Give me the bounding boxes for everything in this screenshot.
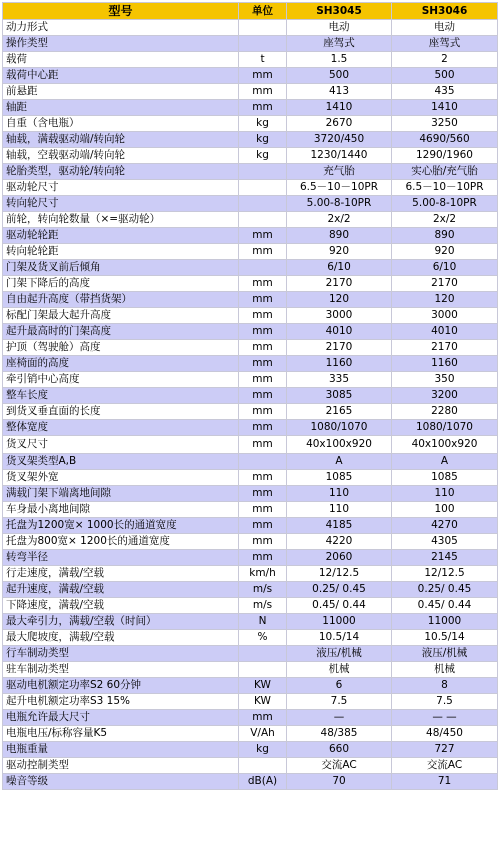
row-value-sh3045: 充气胎 [287,164,392,180]
row-unit: mm [239,518,287,534]
row-value-sh3045: 500 [287,68,392,84]
table-row [3,582,498,598]
row-value-sh3045: 机械 [287,662,392,678]
row-value-sh3045: 6.5－10－10PR [287,180,392,196]
row-value-sh3046: 500 [392,68,498,84]
row-value-sh3046: 0.45/ 0.44 [392,598,498,614]
row-label: 行走速度，满载/空载 [3,566,239,582]
row-unit: mm [239,436,287,454]
row-value-sh3046: 40x100x920 [392,436,498,454]
row-unit [239,646,287,662]
table-row [3,260,498,276]
row-label: 最大爬坡度，满载/空载 [3,630,239,646]
row-value-sh3046: 6.5－10－10PR [392,180,498,196]
table-row [3,774,498,790]
row-label: 轴载，满载驱动端/转向轮 [3,132,239,148]
row-value-sh3045: 4185 [287,518,392,534]
row-value-sh3046: 110 [392,486,498,502]
row-unit: KW [239,678,287,694]
row-label: 牵引销中心高度 [3,372,239,388]
table-row [3,84,498,100]
row-value-sh3045: 4010 [287,324,392,340]
row-label: 到货叉垂直面的长度 [3,404,239,420]
spec-table [2,2,498,790]
table-row [3,164,498,180]
row-unit: kg [239,132,287,148]
row-label: 转向轮轮距 [3,244,239,260]
row-unit: mm [239,340,287,356]
row-value-sh3046: 2145 [392,550,498,566]
row-value-sh3046: 1080/1070 [392,420,498,436]
spec-table-container [2,2,498,790]
row-label: 驱动控制类型 [3,758,239,774]
row-unit: mm [239,420,287,436]
row-value-sh3045: 1230/1440 [287,148,392,164]
row-label: 货叉尺寸 [3,436,239,454]
row-value-sh3045: A [287,454,392,470]
row-value-sh3046: 5.00-8-10PR [392,196,498,212]
table-row [3,100,498,116]
row-label: 整车长度 [3,388,239,404]
table-row [3,630,498,646]
row-value-sh3045: 7.5 [287,694,392,710]
row-value-sh3046: 机械 [392,662,498,678]
row-value-sh3046: 4270 [392,518,498,534]
row-value-sh3045: 48/385 [287,726,392,742]
row-unit: V/Ah [239,726,287,742]
table-row [3,662,498,678]
row-label: 最大牵引力，满载/空载（时间） [3,614,239,630]
row-label: 转向轮尺寸 [3,196,239,212]
row-value-sh3045: 0.25/ 0.45 [287,582,392,598]
row-unit [239,196,287,212]
row-value-sh3045: 110 [287,486,392,502]
table-row [3,646,498,662]
row-unit: kg [239,742,287,758]
row-label: 载荷中心距 [3,68,239,84]
table-row [3,614,498,630]
row-label: 转弯半径 [3,550,239,566]
row-unit: mm [239,534,287,550]
row-unit: mm [239,550,287,566]
row-label: 下降速度，满载/空载 [3,598,239,614]
row-unit: mm [239,84,287,100]
row-unit: % [239,630,287,646]
row-unit: mm [239,228,287,244]
row-value-sh3046: 4690/560 [392,132,498,148]
row-unit: mm [239,470,287,486]
row-value-sh3046: 液压/机械 [392,646,498,662]
row-label: 轴距 [3,100,239,116]
row-value-sh3045: 2170 [287,340,392,356]
row-value-sh3046: 3200 [392,388,498,404]
table-row [3,68,498,84]
row-label: 自重（含电瓶） [3,116,239,132]
row-label: 电瓶电压/标称容量K5 [3,726,239,742]
row-value-sh3046: 120 [392,292,498,308]
row-value-sh3046: 8 [392,678,498,694]
row-value-sh3045: 3000 [287,308,392,324]
row-value-sh3045: 2165 [287,404,392,420]
table-row [3,148,498,164]
row-unit: mm [239,308,287,324]
row-value-sh3046: 电动 [392,20,498,36]
row-value-sh3045: 2x/2 [287,212,392,228]
row-label: 轮胎类型，驱动轮/转向轮 [3,164,239,180]
table-row [3,196,498,212]
row-label: 座椅面的高度 [3,356,239,372]
row-label: 行车制动类型 [3,646,239,662]
row-unit: N [239,614,287,630]
table-row [3,116,498,132]
row-unit: mm [239,276,287,292]
row-value-sh3046: A [392,454,498,470]
row-unit: mm [239,404,287,420]
row-value-sh3045: 10.5/14 [287,630,392,646]
row-unit [239,20,287,36]
row-value-sh3045: 2670 [287,116,392,132]
spec-table-body [3,3,498,790]
row-value-sh3045: 335 [287,372,392,388]
table-row [3,470,498,486]
row-label: 托盘为800宽× 1200长的通道宽度 [3,534,239,550]
table-row [3,420,498,436]
row-label: 货叉架外宽 [3,470,239,486]
table-row [3,228,498,244]
row-value-sh3045: 660 [287,742,392,758]
row-unit: mm [239,502,287,518]
row-unit: mm [239,372,287,388]
table-row [3,292,498,308]
table-row [3,550,498,566]
row-value-sh3045: 2170 [287,276,392,292]
row-value-sh3046: 10.5/14 [392,630,498,646]
row-value-sh3046: — — [392,710,498,726]
row-label: 门架及货叉前后倾角 [3,260,239,276]
table-row [3,180,498,196]
row-unit: dB(A) [239,774,287,790]
row-value-sh3046: 4010 [392,324,498,340]
table-row [3,20,498,36]
header-model: 型号 [3,3,239,20]
table-row [3,502,498,518]
table-row [3,324,498,340]
row-value-sh3045: 70 [287,774,392,790]
row-value-sh3046: 0.25/ 0.45 [392,582,498,598]
table-row [3,308,498,324]
row-unit: mm [239,710,287,726]
row-value-sh3045: 4220 [287,534,392,550]
table-row [3,36,498,52]
table-row [3,758,498,774]
row-unit [239,212,287,228]
row-unit [239,164,287,180]
row-unit: mm [239,244,287,260]
table-row [3,678,498,694]
row-value-sh3045: 1410 [287,100,392,116]
row-value-sh3046: 2x/2 [392,212,498,228]
table-row [3,534,498,550]
row-unit: mm [239,388,287,404]
table-row [3,340,498,356]
row-value-sh3046: 1410 [392,100,498,116]
row-value-sh3046: 2170 [392,276,498,292]
row-value-sh3046: 11000 [392,614,498,630]
row-value-sh3046: 3000 [392,308,498,324]
table-row [3,566,498,582]
row-label: 起升速度，满载/空载 [3,582,239,598]
row-value-sh3045: 1080/1070 [287,420,392,436]
row-unit: kg [239,116,287,132]
table-row [3,742,498,758]
row-value-sh3045: 11000 [287,614,392,630]
row-label: 轴载，空载驱动端/转向轮 [3,148,239,164]
row-value-sh3045: 1085 [287,470,392,486]
row-value-sh3045: 890 [287,228,392,244]
row-label: 操作类型 [3,36,239,52]
row-value-sh3046: 48/450 [392,726,498,742]
row-value-sh3045: 12/12.5 [287,566,392,582]
row-value-sh3045: 6 [287,678,392,694]
row-value-sh3045: 交流AC [287,758,392,774]
table-row [3,372,498,388]
row-unit: mm [239,324,287,340]
row-unit: mm [239,68,287,84]
table-row [3,244,498,260]
row-label: 自由起升高度（带挡货架） [3,292,239,308]
row-value-sh3046: 交流AC [392,758,498,774]
row-label: 货叉架类型A,B [3,454,239,470]
row-label: 整体宽度 [3,420,239,436]
header-model-b: SH3046 [392,3,498,20]
row-unit: mm [239,486,287,502]
row-label: 满载门架下端离地间隙 [3,486,239,502]
row-value-sh3045: 1.5 [287,52,392,68]
table-row [3,486,498,502]
row-value-sh3046: 1160 [392,356,498,372]
row-label: 驱动电机额定功率S2 60分钟 [3,678,239,694]
row-value-sh3046: 7.5 [392,694,498,710]
table-row [3,276,498,292]
row-unit [239,180,287,196]
row-unit [239,260,287,276]
row-value-sh3046: 890 [392,228,498,244]
table-row [3,518,498,534]
row-value-sh3045: 3720/450 [287,132,392,148]
row-value-sh3046: 71 [392,774,498,790]
row-value-sh3045: 5.00-8-10PR [287,196,392,212]
row-unit [239,758,287,774]
header-unit: 单位 [239,3,287,20]
table-row [3,356,498,372]
row-label: 驻车制动类型 [3,662,239,678]
row-value-sh3046: 2170 [392,340,498,356]
row-unit: km/h [239,566,287,582]
row-value-sh3045: 3085 [287,388,392,404]
row-value-sh3045: 液压/机械 [287,646,392,662]
table-row [3,694,498,710]
header-model-a: SH3045 [287,3,392,20]
table-row [3,436,498,454]
row-unit: mm [239,292,287,308]
header-row [3,3,498,20]
row-value-sh3045: 2060 [287,550,392,566]
row-label: 托盘为1200宽× 1000长的通道宽度 [3,518,239,534]
table-row [3,726,498,742]
row-value-sh3046: 12/12.5 [392,566,498,582]
row-value-sh3046: 350 [392,372,498,388]
row-value-sh3046: 1290/1960 [392,148,498,164]
row-value-sh3046: 4305 [392,534,498,550]
row-label: 噪音等级 [3,774,239,790]
row-value-sh3046: 2 [392,52,498,68]
row-label: 驱动轮尺寸 [3,180,239,196]
table-row [3,212,498,228]
row-label: 起升电机额定功率S3 15% [3,694,239,710]
row-unit: kg [239,148,287,164]
row-label: 前轮，转向轮数量（×=驱动轮） [3,212,239,228]
row-label: 前悬距 [3,84,239,100]
table-row [3,132,498,148]
row-value-sh3045: 40x100x920 [287,436,392,454]
row-label: 车身最小离地间隙 [3,502,239,518]
row-label: 起升最高时的门架高度 [3,324,239,340]
row-value-sh3046: 3250 [392,116,498,132]
row-label: 动力形式 [3,20,239,36]
row-label: 电瓶重量 [3,742,239,758]
row-unit: m/s [239,582,287,598]
table-row [3,52,498,68]
row-value-sh3046: 100 [392,502,498,518]
row-value-sh3046: 座驾式 [392,36,498,52]
row-label: 驱动轮轮距 [3,228,239,244]
row-value-sh3045: — [287,710,392,726]
row-value-sh3046: 2280 [392,404,498,420]
table-row [3,388,498,404]
row-value-sh3045: 120 [287,292,392,308]
row-value-sh3045: 座驾式 [287,36,392,52]
row-unit [239,662,287,678]
row-value-sh3045: 1160 [287,356,392,372]
row-value-sh3045: 0.45/ 0.44 [287,598,392,614]
row-value-sh3046: 实心胎/充气胎 [392,164,498,180]
row-label: 护顶（驾驶舱）高度 [3,340,239,356]
row-unit [239,454,287,470]
row-value-sh3045: 电动 [287,20,392,36]
row-label: 电瓶允许最大尺寸 [3,710,239,726]
row-value-sh3046: 435 [392,84,498,100]
table-row [3,404,498,420]
row-unit: KW [239,694,287,710]
row-value-sh3046: 920 [392,244,498,260]
row-unit: m/s [239,598,287,614]
row-value-sh3046: 6/10 [392,260,498,276]
row-label: 门架下降后的高度 [3,276,239,292]
row-label: 载荷 [3,52,239,68]
row-value-sh3045: 920 [287,244,392,260]
row-value-sh3045: 6/10 [287,260,392,276]
row-unit: t [239,52,287,68]
row-unit [239,36,287,52]
row-value-sh3046: 1085 [392,470,498,486]
row-value-sh3046: 727 [392,742,498,758]
row-value-sh3045: 110 [287,502,392,518]
table-row [3,710,498,726]
row-value-sh3045: 413 [287,84,392,100]
table-row [3,454,498,470]
row-unit: mm [239,100,287,116]
table-row [3,598,498,614]
row-label: 标配门架最大起升高度 [3,308,239,324]
row-unit: mm [239,356,287,372]
